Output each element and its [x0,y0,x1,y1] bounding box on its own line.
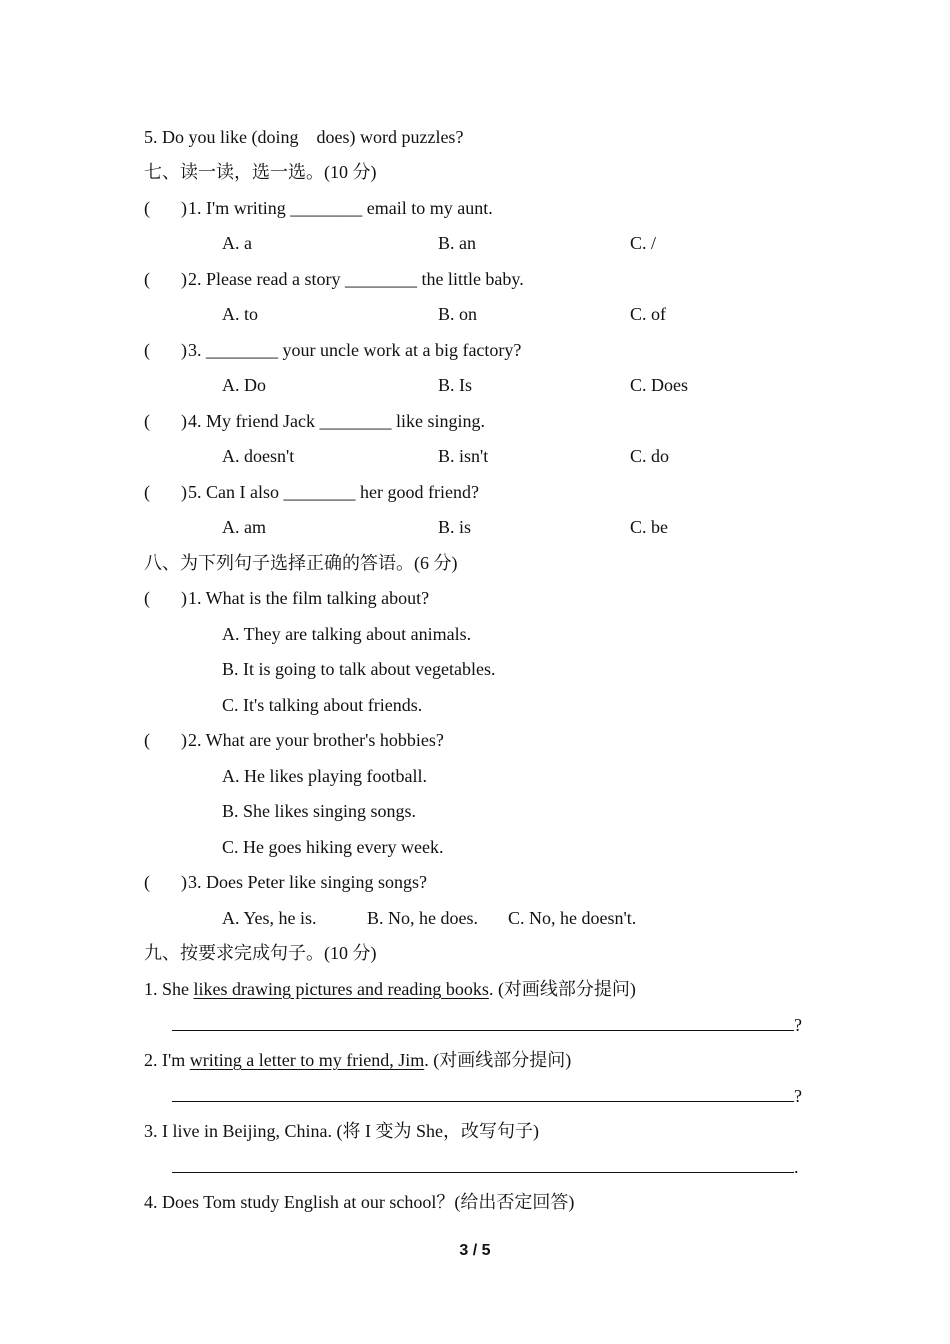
option-a: A. He likes playing football. [222,766,427,786]
option-c: C. of [630,304,666,324]
answer-line-2[interactable]: ? [0,1083,950,1107]
question-7-1 [144,196,493,220]
answer-bracket-close: ) [181,872,187,892]
answer-bracket-close: ) [181,198,187,218]
answer-bracket-close: ) [181,730,187,750]
option-b: B. an [438,233,476,253]
option-a: A. They are talking about animals. [222,624,472,644]
option-a: A. a [222,233,252,253]
answer-bracket-open[interactable]: ( [144,730,150,750]
question-8-2 [144,728,444,752]
question-7-3 [144,338,521,362]
page-number: 3 / 5 [459,1242,491,1259]
answer-bracket-open[interactable]: ( [144,340,150,360]
answer-bracket-close: ) [181,588,187,608]
answer-bracket-close: ) [181,269,187,289]
question-text: 5. Can I also ________ her good friend? [188,482,479,502]
option-b: B. It is going to talk about vegetables. [222,659,496,679]
option-b: B. on [438,304,478,324]
answer-bracket-open[interactable]: ( [144,588,150,608]
question-7-4 [144,409,485,433]
question-8-1 [144,586,429,610]
answer-line-1[interactable]: ? [0,1012,950,1036]
option-a: A. to [222,304,258,324]
question-9-4: 4. Does Tom study English at our school？(给出否定回答) [144,1192,575,1212]
underlined-phrase: writing a letter to my friend, Jim [189,1050,425,1070]
option-b: B. No, he does. [367,908,478,928]
option-c: C. / [630,233,657,253]
question-text: 1. I'm writing ________ email to my aunt. [188,198,493,218]
option-c: C. be [630,517,668,537]
option-a: A. am [222,517,266,537]
underlined-phrase: likes drawing pictures and reading books [193,979,489,999]
section-8-heading: 八、为下列句子选择正确的答语。(6 分) [144,553,458,573]
answer-bracket-close: ) [181,340,187,360]
option-b: B. Is [438,375,473,395]
question-9-3: 3. I live in Beijing, China. (将 I 变为 She，改写句子) [144,1121,539,1141]
question-text: 3. Does Peter like singing songs? [188,872,427,892]
question-9-1: 1. She likes drawing pictures and reading books. (对画线部分提问) [144,979,636,999]
question-text: 3. ________ your uncle work at a big factory? [188,340,522,360]
option-c: C. No, he doesn't. [508,908,637,928]
question-7-2 [144,267,524,291]
answer-bracket-open[interactable]: ( [144,269,150,289]
option-c: C. do [630,446,670,466]
section-7-heading: 七、读一读，选一选。(10 分) [144,162,377,182]
answer-bracket-open[interactable]: ( [144,482,150,502]
question-text: 2. Please read a story ________ the little baby. [188,269,524,289]
answer-bracket-close: ) [181,411,187,431]
answer-bracket-close: ) [181,482,187,502]
option-c: C. It's talking about friends. [222,695,423,715]
section-9-heading: 九、按要求完成句子。(10 分) [144,943,377,963]
answer-line-3[interactable]: . [0,1154,950,1178]
question-8-3 [144,870,427,894]
item-5-top: 5. Do you like (doing does) word puzzles? [144,127,464,147]
question-9-2: 2. I'm writing a letter to my friend, Jim. (对画线部分提问) [144,1050,572,1070]
answer-bracket-open[interactable]: ( [144,411,150,431]
answer-bracket-open[interactable]: ( [144,872,150,892]
answer-bracket-open[interactable]: ( [144,198,150,218]
option-c: C. Does [630,375,688,395]
question-text: 2. What are your brother's hobbies? [188,730,444,750]
question-7-5 [144,480,479,504]
option-a: A. Yes, he is. [222,908,317,928]
option-a: A. doesn't [222,446,295,466]
option-b: B. She likes singing songs. [222,801,417,821]
option-b: B. is [438,517,472,537]
question-text: 1. What is the film talking about? [188,588,430,608]
option-c: C. He goes hiking every week. [222,837,444,857]
question-text: 4. My friend Jack ________ like singing. [188,411,485,431]
option-b: B. isn't [438,446,489,466]
option-a: A. Do [222,375,266,395]
